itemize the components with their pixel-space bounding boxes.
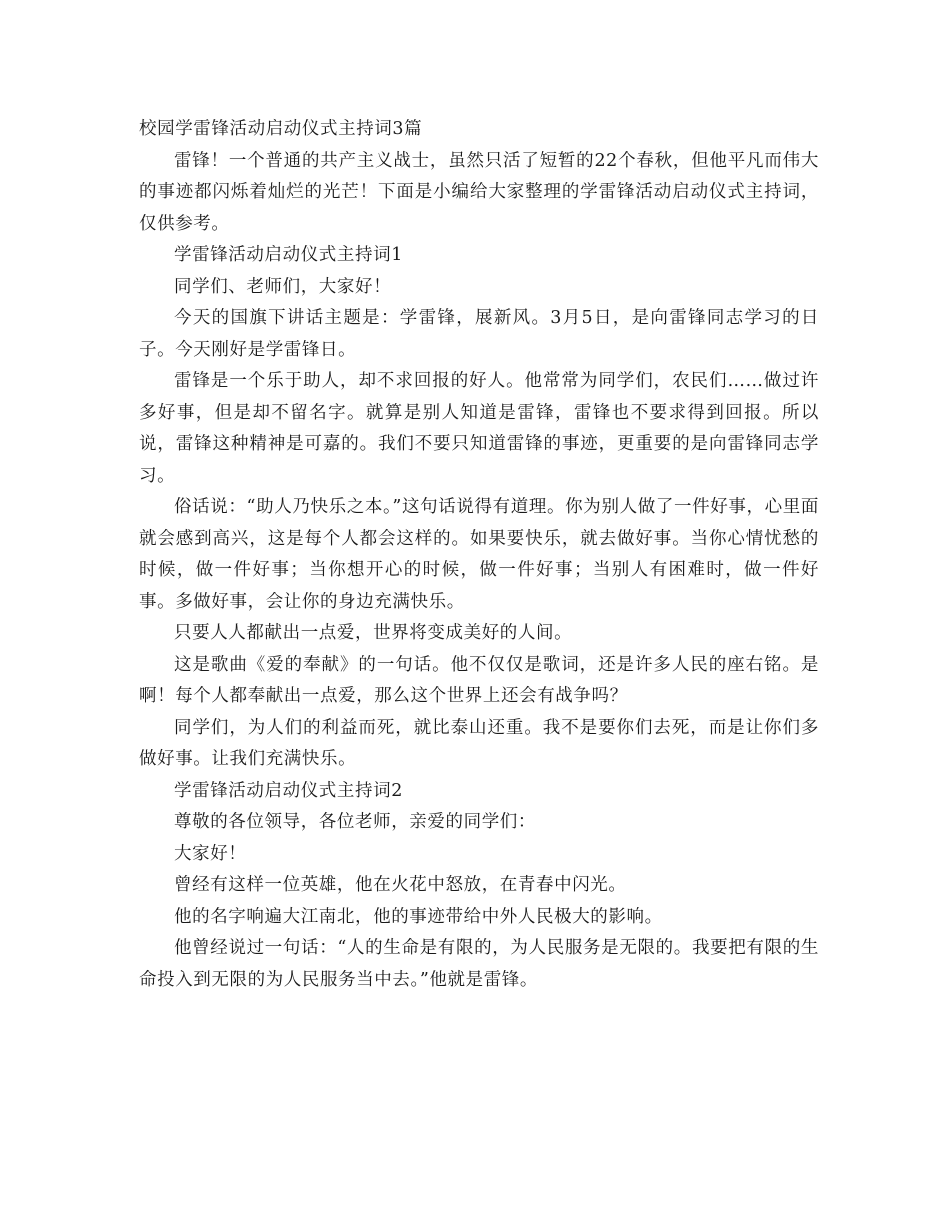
body-paragraph: 曾经有这样一位英雄，他在火花中怒放，在青春中闪光。 — [174, 875, 627, 895]
section-heading-1: 学雷锋活动启动仪式主持词1 — [174, 245, 403, 265]
body-paragraph: 今天的国旗下讲话主题是：学雷锋，展新风。3月5日，是向雷锋同志学习的日子。今天刚好是学雷锋日。 — [139, 308, 819, 360]
document-body — [139, 114, 819, 996]
body-paragraph: 俗话说：“助人乃快乐之本。”这句话说得有道理。你为别人做了一件好事，心里面就会感到高兴，这是每个人都会这样的。如果要快乐，就去做好事。当你心情忧愁的时候，做一件好事；当你想开心的时候，做一件好事；当别人有困难时，做一件好事。多做好事，会让你的身边充满快乐。 — [139, 497, 819, 612]
greeting-paragraph: 同学们、老师们，大家好！ — [174, 276, 392, 297]
intro-paragraph: 雷锋！一个普通的共产主义战士，虽然只活了短暂的22个春秋，但他平凡而伟大的事迹都闪烁着灿烂的光芒！下面是小编给大家整理的学雷锋活动启动仪式主持词，仅供参考。 — [139, 150, 819, 234]
document-title: 校园学雷锋活动启动仪式主持词3篇 — [139, 119, 423, 139]
salutation-paragraph: 尊敬的各位领导，各位老师，亲爱的同学们： — [174, 812, 536, 832]
section-heading-2: 学雷锋活动启动仪式主持词2 — [174, 780, 403, 801]
body-paragraph: 他的名字响遍大江南北，他的事迹带给中外人民极大的影响。 — [174, 906, 663, 927]
body-paragraph: 他曾经说过一句话：“人的生命是有限的，为人民服务是无限的。我要把有限的生命投入到无限的为人民服务当中去。”他就是雷锋。 — [139, 938, 819, 990]
body-paragraph: 这是歌曲《爱的奉献》的一句话。他不仅仅是歌词，还是许多人民的座右铭。是啊！每个人都奉献出一点爱，那么这个世界上还会有战争吗？ — [139, 654, 819, 706]
body-paragraph: 同学们，为人们的利益而死，就比泰山还重。我不是要你们去死，而是让你们多做好事。让我们充满快乐。 — [139, 717, 819, 769]
body-paragraph: 只要人人都献出一点爱，世界将变成美好的人间。 — [174, 623, 573, 643]
body-paragraph: 雷锋是一个乐于助人，却不求回报的好人。他常常为同学们，农民们……做过许多好事，但是却不留名字。就算是别人知道是雷锋，雷锋也不要求得到回报。所以说，雷锋这种精神是可嘉的。我们不要只知道雷锋的事迹，更重要的是向雷锋同志学习。 — [139, 371, 819, 486]
greeting-paragraph: 大家好！ — [174, 843, 247, 864]
